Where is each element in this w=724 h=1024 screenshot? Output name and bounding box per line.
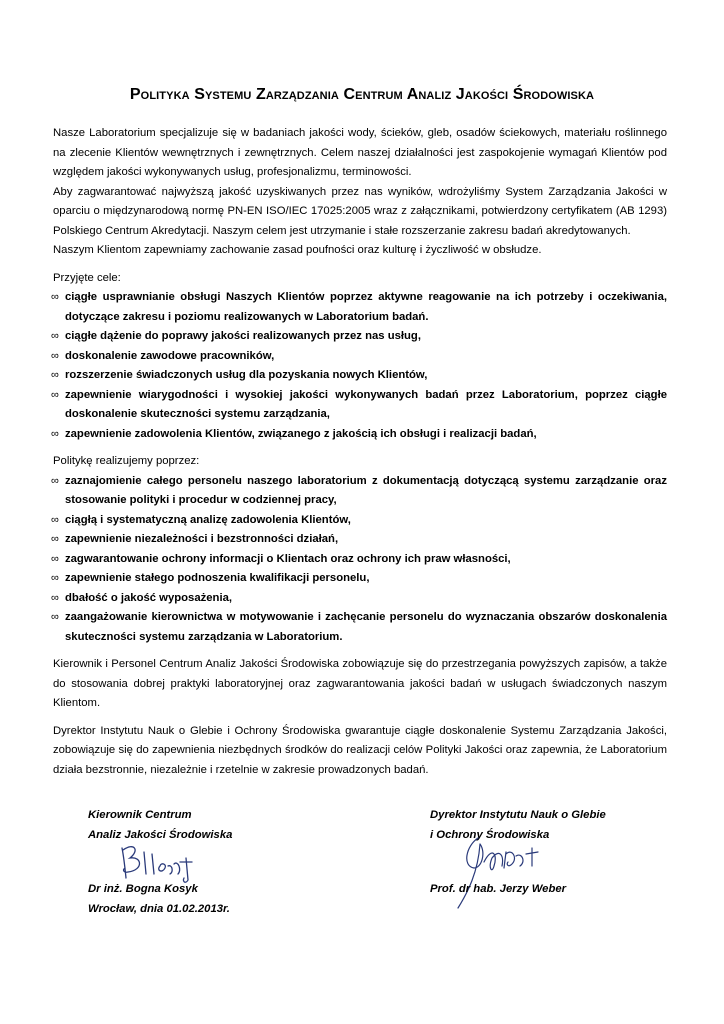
goals-list <box>53 288 667 444</box>
bullet-icon: ∞ <box>51 388 59 401</box>
intro-paragraph-1: Nasze Laboratorium specjalizuje się w badaniach jakości wody, ścieków, gleb, osadów ściekowych, materiału roślinnego na zlecenie Klientów wewnętrznych i zewnętrznych. Celem naszej działalności jest zaspokojenie wymagań Klientów pod względem jakości wykonywanych usług, profesjonalizmu, terminowości. <box>53 127 667 178</box>
list-item: ∞ ciągłe usprawnianie obsługi Naszych Klientów poprzez aktywne reagowanie na ich potrzeby i oczekiwania, dotyczące zakresu i poziomu realizowanych w Laboratorium badań. <box>53 288 667 327</box>
left-role-line2: Analiz Jakości Środowiska <box>88 828 233 841</box>
bullet-icon: ∞ <box>51 427 59 440</box>
commitment-paragraph: Kierownik i Personel Centrum Analiz Jakości Środowiska zobowiązuje się do przestrzegania powyższych zapisów, a także do stosowania dobrej praktyki laboratoryjnej oraz zagwarantowania jakości badań w usługach świadczonych naszym Klientom. <box>53 658 667 709</box>
left-signatory-name: Dr inż. Bogna Kosyk <box>88 883 198 895</box>
bullet-icon: ∞ <box>51 572 59 584</box>
right-role-line1: Dyrektor Instytutu Nauk o Glebie <box>430 809 606 821</box>
list-item: ∞ zapewnienie wiarygodności i wysokiej jakości wykonywanych badań przez Laboratorium, poprzez ciągłe doskonalenie skuteczności systemu zarządzania, <box>53 386 667 425</box>
left-signature-details <box>88 880 230 919</box>
document-body <box>53 124 667 780</box>
right-role-line2: i Ochrony Środowiska <box>430 828 550 841</box>
list-item: ∞ zaangażowanie kierownictwa w motywowanie i zachęcanie personelu do wyznaczania obszarów doskonalenia skuteczności systemu zarządzania w Laboratorium. <box>53 608 667 647</box>
list-item: ∞ rozszerzenie świadczonych usług dla pozyskania nowych Klientów, <box>53 366 667 386</box>
bullet-icon: ∞ <box>51 611 59 623</box>
intro-paragraph-3: Naszym Klientom zapewniamy zachowanie zasad poufności oraz kulturę i życzliwość w obsłudze. <box>53 244 542 256</box>
list-item: ∞ ciągłą i systematyczną analizę zadowolenia Klientów, <box>53 511 667 531</box>
document-title: Polityka Systemu Zarządzania Centrum Analiz Jakości Środowiska <box>129 86 595 103</box>
left-role-line1: Kierownik Centrum <box>88 809 192 821</box>
goals-label: Przyjęte cele: <box>53 271 121 284</box>
right-signature-details <box>430 880 566 900</box>
list-item: ∞ ciągłe dążenie do poprawy jakości realizowanych przez nas usług, <box>53 327 667 347</box>
bullet-icon: ∞ <box>51 533 59 545</box>
policy-list <box>53 472 667 648</box>
signature-date: Wrocław, dnia 01.02.2013r. <box>88 902 230 915</box>
policy-label: Politykę realizujemy poprzez: <box>53 455 200 467</box>
director-statement-paragraph: Dyrektor Instytutu Nauk o Glebie i Ochrony Środowiska gwarantuje ciągłe doskonalenie Systemu Zarządzania Jakości, zobowiązuje się do zapewnienia niezbędnych środków do realizacji celów Polityki Jakości oraz zapewnia, że Laboratorium działa bezstronnie, niezależnie i rzetelnie w zakresie prowadzonych badań. <box>53 724 667 776</box>
bullet-icon: ∞ <box>51 591 59 604</box>
intro-paragraph-2: Aby zagwarantować najwyższą jakość uzyskiwanych przez nas wyników, wdrożyliśmy System Zarządzania Jakości w oparciu o międzynarodową normę PN-EN ISO/IEC 17025:2005 wraz z załącznikami, potwierdzony certyfikatem (AB 1293) Polskiego Centrum Akredytacji. Naszym celem jest utrzymanie i stałe rozszerzanie zakresu badań akredytowanych. <box>53 185 667 237</box>
bullet-icon: ∞ <box>51 349 59 362</box>
right-handwritten-signature <box>448 832 548 912</box>
left-handwritten-signature <box>108 840 203 885</box>
list-item: ∞ doskonalenie zawodowe pracowników, <box>53 347 667 367</box>
bullet-icon: ∞ <box>51 474 59 487</box>
list-item: ∞ zapewnienie niezależności i bezstronności działań, <box>53 530 667 550</box>
bullet-icon: ∞ <box>51 369 59 381</box>
list-item: ∞ zagwarantowanie ochrony informacji o Klientach oraz ochrony ich praw własności, <box>53 550 667 570</box>
bullet-icon: ∞ <box>51 330 59 342</box>
bullet-icon: ∞ <box>51 513 59 526</box>
list-item: ∞ zapewnienie zadowolenia Klientów, związanego z jakością ich obsługi i realizacji badań, <box>53 425 667 445</box>
list-item: ∞ zapewnienie stałego podnoszenia kwalifikacji personelu, <box>53 569 667 589</box>
right-signatory-name: Prof. dr hab. Jerzy Weber <box>430 883 567 895</box>
list-item: ∞ dbałość o jakość wyposażenia, <box>53 589 667 609</box>
bullet-icon: ∞ <box>51 552 59 565</box>
list-item: ∞ zaznajomienie całego personelu naszego laboratorium z dokumentacją dotyczącą systemu zarządzanie oraz stosowanie polityki i procedur w codziennej pracy, <box>53 472 667 511</box>
bullet-icon: ∞ <box>51 291 59 303</box>
